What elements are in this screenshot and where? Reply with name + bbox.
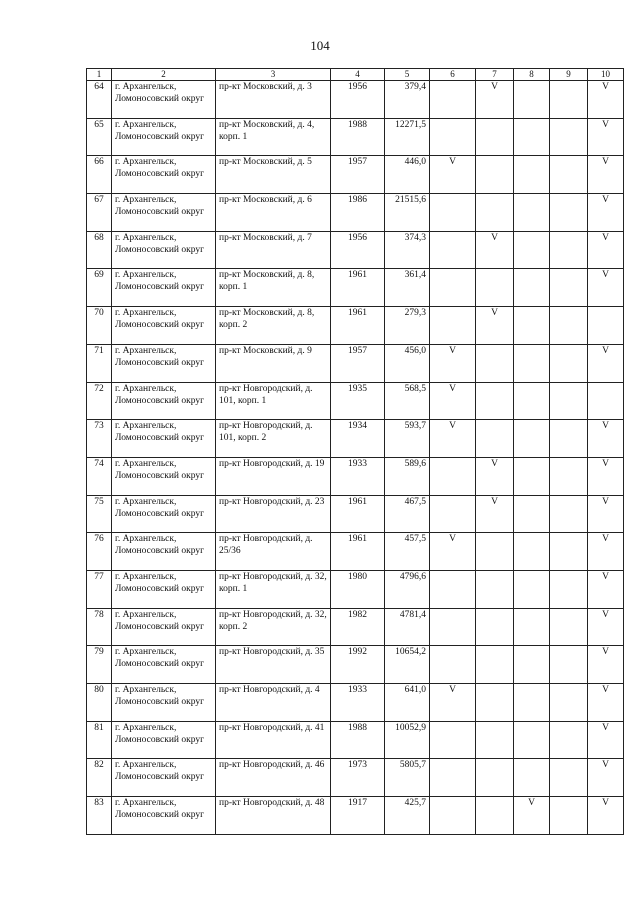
row-number-cell: 82 [87, 759, 112, 797]
year-cell: 1957 [331, 344, 385, 382]
column-7-mark-cell [476, 533, 514, 571]
address-cell: пр-кт Московский, д. 9 [216, 344, 331, 382]
column-10-mark-cell [588, 307, 624, 345]
row-number-cell: 71 [87, 344, 112, 382]
year-cell: 1961 [331, 495, 385, 533]
address-cell: пр-кт Новгородский, д. 23 [216, 495, 331, 533]
column-9-mark-cell [550, 382, 588, 420]
address-cell: пр-кт Новгородский, д. 46 [216, 759, 331, 797]
table-row [87, 608, 624, 646]
column-10-mark-cell: V [588, 81, 624, 119]
column-number-header: 8 [514, 69, 550, 81]
year-cell: 1956 [331, 231, 385, 269]
column-7-mark-cell [476, 684, 514, 722]
address-cell: пр-кт Новгородский, д. 101, корп. 1 [216, 382, 331, 420]
column-8-mark-cell [514, 420, 550, 458]
column-10-mark-cell: V [588, 759, 624, 797]
area-cell: 361,4 [385, 269, 430, 307]
column-8-mark-cell [514, 81, 550, 119]
table-row [87, 570, 624, 608]
column-6-mark-cell: V [430, 344, 476, 382]
address-cell: пр-кт Новгородский, д. 41 [216, 721, 331, 759]
year-cell: 1961 [331, 533, 385, 571]
address-cell: пр-кт Новгородский, д. 19 [216, 457, 331, 495]
year-cell: 1935 [331, 382, 385, 420]
table-row [87, 307, 624, 345]
column-9-mark-cell [550, 81, 588, 119]
column-10-mark-cell: V [588, 608, 624, 646]
row-number-cell: 70 [87, 307, 112, 345]
city-district-cell: г. Архангельск, Ломоносовский округ [112, 533, 216, 571]
column-number-header: 9 [550, 69, 588, 81]
column-10-mark-cell: V [588, 156, 624, 194]
city-district-cell: г. Архангельск, Ломоносовский округ [112, 684, 216, 722]
column-6-mark-cell [430, 231, 476, 269]
column-6-mark-cell [430, 797, 476, 835]
column-7-mark-cell [476, 759, 514, 797]
column-number-header: 10 [588, 69, 624, 81]
row-number-cell: 74 [87, 457, 112, 495]
city-district-cell: г. Архангельск, Ломоносовский округ [112, 457, 216, 495]
area-cell: 10654,2 [385, 646, 430, 684]
area-cell: 379,4 [385, 81, 430, 119]
column-6-mark-cell [430, 495, 476, 533]
column-6-mark-cell: V [430, 533, 476, 571]
address-cell: пр-кт Новгородский, д. 25/36 [216, 533, 331, 571]
column-8-mark-cell [514, 118, 550, 156]
city-district-cell: г. Архангельск, Ломоносовский округ [112, 307, 216, 345]
column-7-mark-cell: V [476, 457, 514, 495]
table-row [87, 646, 624, 684]
area-cell: 456,0 [385, 344, 430, 382]
column-7-mark-cell: V [476, 307, 514, 345]
city-district-cell: г. Архангельск, Ломоносовский округ [112, 194, 216, 232]
area-cell: 21515,6 [385, 194, 430, 232]
column-9-mark-cell [550, 231, 588, 269]
address-cell: пр-кт Московский, д. 6 [216, 194, 331, 232]
address-cell: пр-кт Московский, д. 7 [216, 231, 331, 269]
column-9-mark-cell [550, 570, 588, 608]
column-7-mark-cell [476, 156, 514, 194]
register-table [86, 68, 624, 835]
column-8-mark-cell [514, 231, 550, 269]
city-district-cell: г. Архангельск, Ломоносовский округ [112, 759, 216, 797]
column-number-header: 4 [331, 69, 385, 81]
column-10-mark-cell: V [588, 344, 624, 382]
year-cell: 1933 [331, 457, 385, 495]
address-cell: пр-кт Московский, д. 8, корп. 1 [216, 269, 331, 307]
column-9-mark-cell [550, 721, 588, 759]
address-cell: пр-кт Новгородский, д. 35 [216, 646, 331, 684]
column-6-mark-cell [430, 570, 476, 608]
column-8-mark-cell [514, 194, 550, 232]
city-district-cell: г. Архангельск, Ломоносовский округ [112, 797, 216, 835]
area-cell: 4796,6 [385, 570, 430, 608]
column-6-mark-cell [430, 118, 476, 156]
column-9-mark-cell [550, 194, 588, 232]
row-number-cell: 75 [87, 495, 112, 533]
table-row [87, 156, 624, 194]
address-cell: пр-кт Московский, д. 4, корп. 1 [216, 118, 331, 156]
column-7-mark-cell [476, 608, 514, 646]
row-number-cell: 79 [87, 646, 112, 684]
address-cell: пр-кт Московский, д. 5 [216, 156, 331, 194]
column-8-mark-cell [514, 382, 550, 420]
table-row [87, 231, 624, 269]
column-10-mark-cell: V [588, 797, 624, 835]
area-cell: 10052,9 [385, 721, 430, 759]
column-7-mark-cell: V [476, 495, 514, 533]
table-row [87, 118, 624, 156]
year-cell: 1934 [331, 420, 385, 458]
column-10-mark-cell: V [588, 721, 624, 759]
column-6-mark-cell [430, 269, 476, 307]
column-10-mark-cell: V [588, 457, 624, 495]
column-10-mark-cell: V [588, 194, 624, 232]
address-cell: пр-кт Новгородский, д. 32, корп. 1 [216, 570, 331, 608]
column-6-mark-cell [430, 759, 476, 797]
table-row [87, 721, 624, 759]
address-cell: пр-кт Новгородский, д. 101, корп. 2 [216, 420, 331, 458]
column-7-mark-cell [476, 194, 514, 232]
column-7-mark-cell [476, 721, 514, 759]
year-cell: 1917 [331, 797, 385, 835]
column-10-mark-cell: V [588, 570, 624, 608]
column-7-mark-cell: V [476, 231, 514, 269]
column-10-mark-cell: V [588, 269, 624, 307]
address-cell: пр-кт Московский, д. 8, корп. 2 [216, 307, 331, 345]
column-8-mark-cell [514, 721, 550, 759]
column-9-mark-cell [550, 118, 588, 156]
column-8-mark-cell [514, 533, 550, 571]
column-9-mark-cell [550, 797, 588, 835]
column-10-mark-cell: V [588, 118, 624, 156]
area-cell: 446,0 [385, 156, 430, 194]
address-cell: пр-кт Новгородский, д. 32, корп. 2 [216, 608, 331, 646]
column-7-mark-cell [476, 797, 514, 835]
city-district-cell: г. Архангельск, Ломоносовский округ [112, 156, 216, 194]
row-number-cell: 65 [87, 118, 112, 156]
table-row [87, 759, 624, 797]
column-6-mark-cell [430, 81, 476, 119]
column-10-mark-cell: V [588, 646, 624, 684]
column-9-mark-cell [550, 307, 588, 345]
city-district-cell: г. Архангельск, Ломоносовский округ [112, 570, 216, 608]
city-district-cell: г. Архангельск, Ломоносовский округ [112, 495, 216, 533]
column-8-mark-cell [514, 495, 550, 533]
table-row [87, 194, 624, 232]
table-row [87, 269, 624, 307]
area-cell: 12271,5 [385, 118, 430, 156]
column-number-header: 2 [112, 69, 216, 81]
year-cell: 1988 [331, 118, 385, 156]
city-district-cell: г. Архангельск, Ломоносовский округ [112, 382, 216, 420]
column-9-mark-cell [550, 420, 588, 458]
column-7-mark-cell [476, 269, 514, 307]
table-row [87, 344, 624, 382]
column-8-mark-cell [514, 307, 550, 345]
row-number-cell: 68 [87, 231, 112, 269]
column-10-mark-cell: V [588, 495, 624, 533]
row-number-cell: 80 [87, 684, 112, 722]
area-cell: 593,7 [385, 420, 430, 458]
area-cell: 374,3 [385, 231, 430, 269]
column-number-header: 6 [430, 69, 476, 81]
table-row [87, 533, 624, 571]
column-number-header: 7 [476, 69, 514, 81]
table-row [87, 457, 624, 495]
column-9-mark-cell [550, 495, 588, 533]
column-10-mark-cell: V [588, 231, 624, 269]
row-number-cell: 78 [87, 608, 112, 646]
row-number-cell: 73 [87, 420, 112, 458]
table-row [87, 797, 624, 835]
city-district-cell: г. Архангельск, Ломоносовский округ [112, 344, 216, 382]
address-cell: пр-кт Новгородский, д. 4 [216, 684, 331, 722]
column-6-mark-cell: V [430, 382, 476, 420]
table-row [87, 420, 624, 458]
area-cell: 4781,4 [385, 608, 430, 646]
row-number-cell: 76 [87, 533, 112, 571]
column-8-mark-cell [514, 608, 550, 646]
column-9-mark-cell [550, 608, 588, 646]
row-number-cell: 72 [87, 382, 112, 420]
column-8-mark-cell [514, 457, 550, 495]
column-9-mark-cell [550, 533, 588, 571]
column-number-header: 3 [216, 69, 331, 81]
area-cell: 641,0 [385, 684, 430, 722]
column-10-mark-cell: V [588, 684, 624, 722]
area-cell: 467,5 [385, 495, 430, 533]
year-cell: 1961 [331, 307, 385, 345]
year-cell: 1956 [331, 81, 385, 119]
column-number-header: 1 [87, 69, 112, 81]
column-8-mark-cell [514, 684, 550, 722]
table-row [87, 81, 624, 119]
column-8-mark-cell [514, 156, 550, 194]
city-district-cell: г. Архангельск, Ломоносовский округ [112, 118, 216, 156]
city-district-cell: г. Архангельск, Ломоносовский округ [112, 420, 216, 458]
column-9-mark-cell [550, 457, 588, 495]
column-9-mark-cell [550, 344, 588, 382]
column-6-mark-cell [430, 646, 476, 684]
column-9-mark-cell [550, 156, 588, 194]
column-8-mark-cell [514, 344, 550, 382]
row-number-cell: 69 [87, 269, 112, 307]
area-cell: 457,5 [385, 533, 430, 571]
column-6-mark-cell [430, 194, 476, 232]
row-number-cell: 67 [87, 194, 112, 232]
column-number-header-row [87, 69, 624, 81]
column-6-mark-cell [430, 307, 476, 345]
year-cell: 1986 [331, 194, 385, 232]
column-8-mark-cell [514, 570, 550, 608]
table-row [87, 495, 624, 533]
column-7-mark-cell: V [476, 81, 514, 119]
column-9-mark-cell [550, 646, 588, 684]
column-9-mark-cell [550, 759, 588, 797]
column-7-mark-cell [476, 420, 514, 458]
year-cell: 1957 [331, 156, 385, 194]
column-6-mark-cell [430, 721, 476, 759]
row-number-cell: 66 [87, 156, 112, 194]
row-number-cell: 83 [87, 797, 112, 835]
column-7-mark-cell [476, 344, 514, 382]
city-district-cell: г. Архангельск, Ломоносовский округ [112, 646, 216, 684]
city-district-cell: г. Архангельск, Ломоносовский округ [112, 608, 216, 646]
year-cell: 1961 [331, 269, 385, 307]
area-cell: 279,3 [385, 307, 430, 345]
column-10-mark-cell [588, 382, 624, 420]
city-district-cell: г. Архангельск, Ломоносовский округ [112, 81, 216, 119]
column-7-mark-cell [476, 646, 514, 684]
column-6-mark-cell: V [430, 684, 476, 722]
year-cell: 1973 [331, 759, 385, 797]
column-9-mark-cell [550, 269, 588, 307]
column-6-mark-cell: V [430, 156, 476, 194]
column-8-mark-cell [514, 759, 550, 797]
column-10-mark-cell: V [588, 533, 624, 571]
column-7-mark-cell [476, 570, 514, 608]
area-cell: 568,5 [385, 382, 430, 420]
city-district-cell: г. Архангельск, Ломоносовский округ [112, 231, 216, 269]
column-8-mark-cell: V [514, 797, 550, 835]
column-6-mark-cell [430, 608, 476, 646]
city-district-cell: г. Архангельск, Ломоносовский округ [112, 269, 216, 307]
year-cell: 1982 [331, 608, 385, 646]
page-number: 104 [310, 38, 330, 53]
year-cell: 1992 [331, 646, 385, 684]
year-cell: 1988 [331, 721, 385, 759]
area-cell: 589,6 [385, 457, 430, 495]
column-number-header: 5 [385, 69, 430, 81]
area-cell: 425,7 [385, 797, 430, 835]
column-6-mark-cell [430, 457, 476, 495]
column-7-mark-cell [476, 382, 514, 420]
column-6-mark-cell: V [430, 420, 476, 458]
register-body [87, 81, 624, 835]
area-cell: 5805,7 [385, 759, 430, 797]
address-cell: пр-кт Московский, д. 3 [216, 81, 331, 119]
column-10-mark-cell: V [588, 420, 624, 458]
table-row [87, 382, 624, 420]
row-number-cell: 81 [87, 721, 112, 759]
column-8-mark-cell [514, 269, 550, 307]
column-9-mark-cell [550, 684, 588, 722]
row-number-cell: 64 [87, 81, 112, 119]
year-cell: 1980 [331, 570, 385, 608]
row-number-cell: 77 [87, 570, 112, 608]
city-district-cell: г. Архангельск, Ломоносовский округ [112, 721, 216, 759]
year-cell: 1933 [331, 684, 385, 722]
table-row [87, 684, 624, 722]
column-7-mark-cell [476, 118, 514, 156]
column-8-mark-cell [514, 646, 550, 684]
address-cell: пр-кт Новгородский, д. 48 [216, 797, 331, 835]
